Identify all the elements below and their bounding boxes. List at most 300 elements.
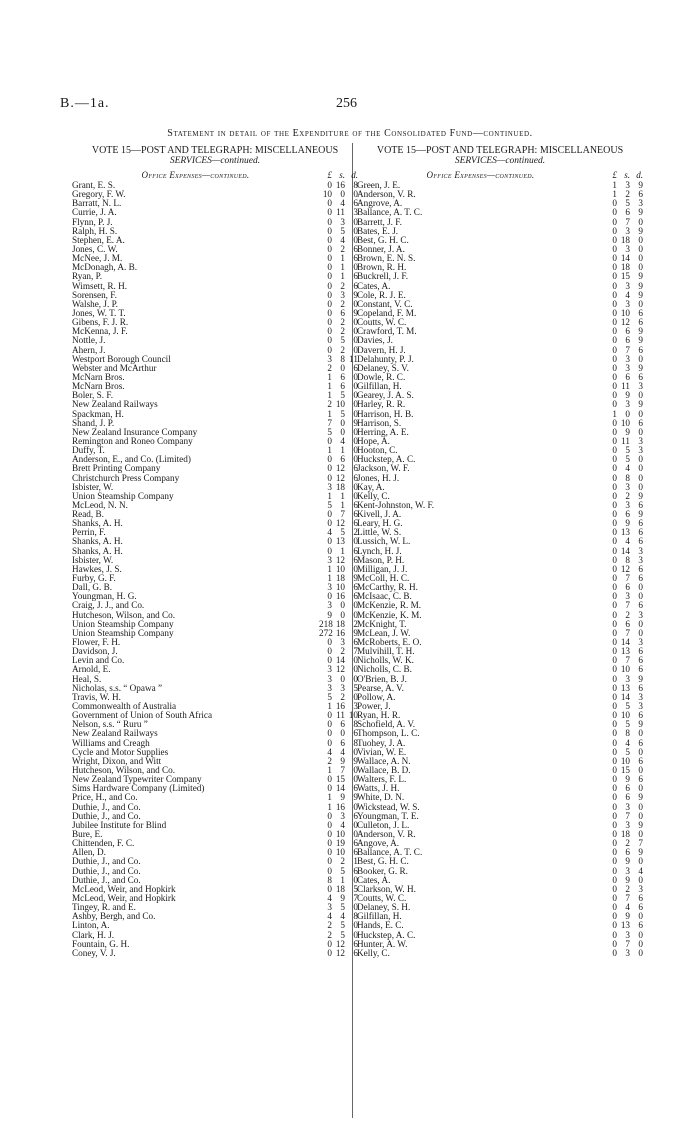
amount-pence: 0 [353,902,358,913]
amount-pence: 0 [353,874,358,885]
ledger-row [72,181,358,190]
amount-pence: 6 [638,518,643,529]
ledger-row [72,574,358,583]
amount-pounds: 0 [612,883,617,894]
amount-pounds: 0 [612,563,617,574]
amount-shillings: 6 [625,371,630,382]
amount-shillings: 13 [620,682,630,693]
payee-name: McLeod, Weir, and Hopkirk [72,884,176,894]
amount-shillings: 11 [621,435,630,446]
left-unit-pence: d. [351,170,358,180]
amount-pounds: 0 [327,243,332,254]
amount-pounds: 2 [327,929,332,940]
left-unit-shillings: s. [339,170,345,180]
amount-pence: 0 [638,828,643,839]
payee-name: Pearse, A. V. [357,683,404,693]
amount-pence: 6 [638,563,643,574]
amount-shillings: 16 [335,180,345,190]
amount-pence: 5 [353,682,358,693]
amount-pounds: 1 [327,445,332,456]
ledger-row [357,592,643,601]
amount-pence: 6 [353,362,358,373]
amount-pounds: 0 [612,947,617,958]
amount-pence: 0 [638,929,643,940]
amount-pence: 6 [638,682,643,693]
amount-pounds: 0 [612,673,617,684]
amount-shillings: 0 [340,728,345,739]
amount-pounds: 0 [327,509,332,520]
amount-pence: 0 [353,609,358,620]
payee-name: Shanks, A. H. [72,537,123,547]
amount-shillings: 1 [340,545,345,556]
amount-shillings: 5 [625,198,630,209]
ledger-row [72,245,358,254]
amount-pence: 0 [353,326,358,337]
amount-shillings: 3 [625,362,630,373]
amount-pence: 0 [638,938,643,949]
amount-pence: 0 [353,408,358,419]
amount-pence: 9 [638,847,643,858]
amount-pounds: 0 [612,527,617,538]
amount-pounds: 0 [327,728,332,739]
amount-pounds: 0 [612,701,617,712]
amount-pounds: 0 [612,472,617,483]
amount-pence: 0 [638,298,643,309]
amount-shillings: 5 [340,865,345,876]
amount-shillings: 2 [340,646,345,657]
amount-shillings: 3 [340,682,345,693]
ledger-row [72,583,358,592]
amount-shillings: 5 [625,746,630,757]
amount-shillings: 1 [340,490,345,501]
ledger-row [72,492,358,501]
amount-pence: 6 [638,646,643,657]
payee-name: McRoberts, E. O. [357,638,422,648]
payee-name: McLean, J. W. [357,628,411,638]
payee-name: McLeod, Weir, and Hopkirk [72,893,176,903]
payee-name: Ryan, H. R. [357,711,401,721]
amount-shillings: 6 [340,307,345,318]
payee-name: Harley, R. R. [357,400,406,410]
amount-pence: 9 [638,509,643,520]
amount-pounds: 0 [327,180,332,190]
payee-name: Bates, E. J. [357,226,399,236]
amount-shillings: 3 [625,225,630,236]
amount-pence: 6 [638,307,643,318]
amount-pounds: 0 [327,938,332,949]
amount-shillings: 3 [625,819,630,830]
payee-name: Milligan, J. J. [357,564,408,574]
payee-name: Spackman, H. [72,409,124,419]
amount-pence: 9 [353,755,358,766]
amount-pounds: 0 [612,655,617,666]
amount-pence: 0 [638,947,643,958]
amount-pounds: 0 [327,454,332,465]
payee-name: New Zealand Railways [72,400,158,410]
amount-pounds: 7 [327,417,332,428]
ledger-row [357,474,643,483]
payee-name: McKenzie, K. M. [357,610,422,620]
ledger-row [357,336,643,345]
amount-pence: 6 [638,892,643,903]
amount-shillings: 4 [625,463,630,474]
ledger-row [357,821,643,830]
amount-pence: 6 [353,637,358,648]
payee-name: Isbister, W. [72,482,114,492]
amount-pounds: 0 [612,353,617,364]
amount-pounds: 0 [327,856,332,867]
page-number: 256 [336,96,357,111]
amount-pence: 0 [638,426,643,437]
amount-pence: 0 [638,408,643,419]
payee-name: Isbister, W. [72,555,114,565]
amount-shillings: 4 [625,902,630,913]
right-section-title: Office Expenses—continued. [426,170,535,180]
payee-name: Anderson, E., and Co. (Limited) [72,455,191,465]
ledger-row [357,282,643,291]
ledger-row [72,565,358,574]
amount-pence: 0 [353,298,358,309]
ledger-row [72,720,358,729]
amount-pounds: 1 [327,701,332,712]
amount-shillings: 3 [625,353,630,364]
amount-shillings: 10 [335,582,345,593]
amount-shillings: 10 [335,399,345,410]
amount-pounds: 0 [612,865,617,876]
amount-shillings: 6 [625,582,630,593]
ledger-row [357,611,643,620]
right-unit-shillings: s. [624,170,630,180]
payee-name: Mason, P. H. [357,555,405,565]
payee-name: Davidson, J. [72,647,118,657]
amount-pounds: 0 [612,307,617,318]
amount-shillings: 14 [620,253,630,264]
payee-name: Mulvihill, T. H. [357,647,415,657]
amount-shillings: 5 [625,701,630,712]
amount-shillings: 5 [340,408,345,419]
payee-name: Green, J. E. [357,181,401,190]
amount-pounds: 0 [612,481,617,492]
ledger-row [357,309,643,318]
amount-pounds: 0 [612,874,617,885]
left-section-header [72,169,358,181]
ledger-row [357,857,643,866]
payee-name: Fountain, G. H. [72,939,130,949]
payee-name: Hutcheson, Wilson, and Co. [72,610,176,620]
ledger-row [72,218,358,227]
payee-name: Youngman, H. G. [72,592,137,602]
amount-pence: 9 [353,289,358,300]
ledger-row [357,218,643,227]
payee-name: Anderson, V. R. [357,829,416,839]
amount-pence: 0 [638,783,643,794]
ledger-row [357,885,643,894]
amount-pounds: 0 [327,317,332,328]
amount-pounds: 0 [612,536,617,547]
amount-pence: 3 [638,701,643,712]
payee-name: Nelson, s.s. “ Ruru ” [72,720,148,730]
payee-name: Currie, J. A. [72,208,117,218]
payee-name: Cole, R. J. E. [357,290,406,300]
amount-shillings: 5 [340,527,345,538]
ledger-row [357,208,643,217]
amount-pounds: 0 [327,344,332,355]
ledger-row [357,574,643,583]
right-section-header [357,169,643,181]
ledger-row [72,519,358,528]
ledger-row [357,565,643,574]
ledger-row [72,300,358,309]
ledger-row [357,501,643,510]
amount-pence: 6 [353,280,358,291]
amount-shillings: 5 [340,225,345,236]
amount-pence: 6 [353,810,358,821]
amount-pounds: 0 [327,883,332,894]
amount-pence: 0 [638,253,643,264]
amount-pounds: 272 [319,627,333,638]
payee-name: Anderson, V. R. [357,190,416,200]
payee-name: Chittenden, F. C. [72,839,135,849]
amount-pounds: 2 [327,399,332,410]
amount-shillings: 3 [625,673,630,684]
amount-pence: 0 [353,490,358,501]
amount-shillings: 3 [625,929,630,940]
amount-pence: 0 [638,627,643,638]
amount-shillings: 6 [340,381,345,392]
amount-pence: 6 [638,600,643,611]
amount-shillings: 0 [340,426,345,437]
payee-name: Union Steamship Company [72,628,174,638]
amount-shillings: 5 [625,719,630,730]
amount-shillings: 7 [625,216,630,227]
amount-pence: 6 [638,371,643,382]
amount-shillings: 0 [625,408,630,419]
amount-shillings: 10 [620,710,630,721]
payee-name: Gilfillan, H. [357,382,402,392]
amount-pence: 0 [353,399,358,410]
ledger-row [357,446,643,455]
amount-pence: 6 [353,947,358,958]
amount-pounds: 0 [612,490,617,501]
amount-shillings: 9 [625,774,630,785]
ledger-row [357,400,643,409]
amount-pence: 0 [353,929,358,940]
amount-pence: 0 [638,582,643,593]
amount-shillings: 1 [340,271,345,282]
amount-shillings: 0 [340,362,345,373]
amount-pence: 0 [353,225,358,236]
payee-name: McNarn Bros. [72,382,125,392]
amount-shillings: 3 [340,810,345,821]
amount-pence: 7 [353,892,358,903]
payee-name: Brown, R. H. [357,263,407,273]
amount-shillings: 15 [620,271,630,282]
left-column [72,145,358,958]
amount-pence: 6 [638,344,643,355]
amount-pence: 3 [353,207,358,218]
amount-shillings: 3 [340,216,345,227]
amount-shillings: 18 [620,828,630,839]
ledger-row [357,647,643,656]
amount-shillings: 6 [625,326,630,337]
payee-name: Schofield, A. V. [357,720,416,730]
amount-pounds: 0 [612,719,617,730]
payee-name: Angove, A. [357,839,400,849]
amount-pence: 0 [353,664,358,675]
amount-pounds: 0 [612,938,617,949]
amount-pounds: 0 [327,637,332,648]
ledger-row [72,912,358,921]
amount-shillings: 7 [625,655,630,666]
amount-pence: 0 [353,655,358,666]
payee-name: Gilfillan, H. [357,912,402,922]
amount-shillings: 9 [625,874,630,885]
amount-shillings: 14 [620,545,630,556]
amount-shillings: 6 [625,792,630,803]
ledger-row [72,867,358,876]
amount-pounds: 0 [612,435,617,446]
amount-pence: 0 [353,600,358,611]
ledger-row [72,693,358,702]
amount-pounds: 0 [327,307,332,318]
payee-name: Coutts, W. C. [357,893,407,903]
amount-pounds: 0 [612,225,617,236]
amount-shillings: 10 [335,828,345,839]
payee-name: Allen, D. [72,848,106,858]
payee-name: Ahern, J. [72,345,106,355]
amount-pounds: 0 [612,618,617,629]
amount-pence: 8 [353,737,358,748]
right-unit-pence: d. [636,170,643,180]
ledger-row [72,638,358,647]
amount-pounds: 0 [327,326,332,337]
ledger-row [72,931,358,940]
amount-pence: 6 [353,591,358,602]
amount-pounds: 1 [327,390,332,401]
amount-shillings: 4 [625,737,630,748]
payee-name: Wickstead, W. S. [357,802,420,812]
ledger-row [357,903,643,912]
amount-pence: 0 [353,765,358,775]
payee-name: Flower, F. H. [72,638,121,648]
ledger-row [357,291,643,300]
payee-name: Duthie, J., and Co. [72,866,141,876]
ledger-row [357,748,643,757]
payee-name: McLeod, N. N. [72,500,128,510]
ledger-row [357,382,643,391]
ledger-row [72,309,358,318]
amount-pounds: 0 [612,828,617,839]
ledger-row [72,601,358,610]
amount-shillings: 12 [335,472,345,483]
amount-pounds: 0 [327,819,332,830]
amount-shillings: 5 [625,445,630,456]
payee-name: Jubilee Institute for Blind [72,820,167,830]
payee-name: Buckrell, J. F. [357,272,409,282]
payee-name: Jones, W. T. T. [72,308,126,318]
amount-pence: 5 [353,883,358,894]
amount-shillings: 5 [340,902,345,913]
payee-name: Duthie, J., and Co. [72,857,141,867]
ledger-row [72,812,358,821]
payee-name: Shanks, A. H. [72,546,123,556]
ledger-row [72,537,358,546]
payee-name: Heal, S. [72,674,102,684]
payee-name: Cates, A. [357,281,391,291]
amount-pence: 6 [638,499,643,510]
amount-pounds: 0 [612,371,617,382]
amount-pounds: 0 [612,591,617,602]
ledger-row [72,391,358,400]
amount-pounds: 0 [612,801,617,812]
amount-pence: 6 [638,536,643,547]
amount-pounds: 0 [327,435,332,446]
ledger-row [72,483,358,492]
amount-pence: 0 [353,920,358,931]
ledger-row [72,446,358,455]
ledger-row [72,592,358,601]
amount-pounds: 0 [327,737,332,748]
amount-pounds: 1 [327,408,332,419]
amount-pounds: 0 [327,253,332,264]
ledger-row [357,181,643,190]
payee-name: McIsaac, C. B. [357,592,412,602]
ledger-row [357,236,643,245]
amount-pence: 3 [353,701,358,712]
amount-shillings: 3 [340,289,345,300]
ledger-row [72,629,358,638]
amount-shillings: 9 [340,755,345,766]
payee-name: Herring, A. E. [357,427,409,437]
payee-name: Union Steamship Company [72,491,174,501]
ledger-row [72,190,358,199]
amount-pence: 0 [638,454,643,465]
amount-pence: 9 [638,490,643,501]
amount-pence: 6 [638,710,643,721]
amount-pounds: 0 [612,582,617,593]
amount-pence: 9 [638,362,643,373]
ledger-row [357,410,643,419]
ledger-row [72,711,358,720]
amount-pounds: 1 [327,765,332,775]
payee-name: New Zealand Railways [72,729,158,739]
payee-name: Barrett, J. F. [357,217,402,227]
ledger-row [72,848,358,857]
ledger-row [72,665,358,674]
amount-pounds: 0 [612,344,617,355]
ledger-row [357,272,643,281]
amount-pounds: 1 [612,180,617,190]
amount-shillings: 6 [625,335,630,346]
amount-pounds: 0 [612,216,617,227]
amount-shillings: 2 [340,344,345,355]
payee-name: New Zealand Typewriter Company [72,775,202,785]
amount-pence: 6 [353,509,358,520]
amount-pounds: 0 [612,728,617,739]
left-unit-pounds: £ [327,170,332,180]
payee-name: Culleton, J. L. [357,820,410,830]
amount-pence: 9 [353,573,358,584]
amount-shillings: 9 [625,911,630,922]
amount-pounds: 1 [327,371,332,382]
amount-shillings: 18 [335,883,345,894]
payee-name: Little, W. S. [357,528,402,538]
ledger-row [357,675,643,684]
ledger-row [357,620,643,629]
ledger-row [357,547,643,556]
amount-shillings: 3 [625,298,630,309]
amount-pence: 6 [638,664,643,675]
